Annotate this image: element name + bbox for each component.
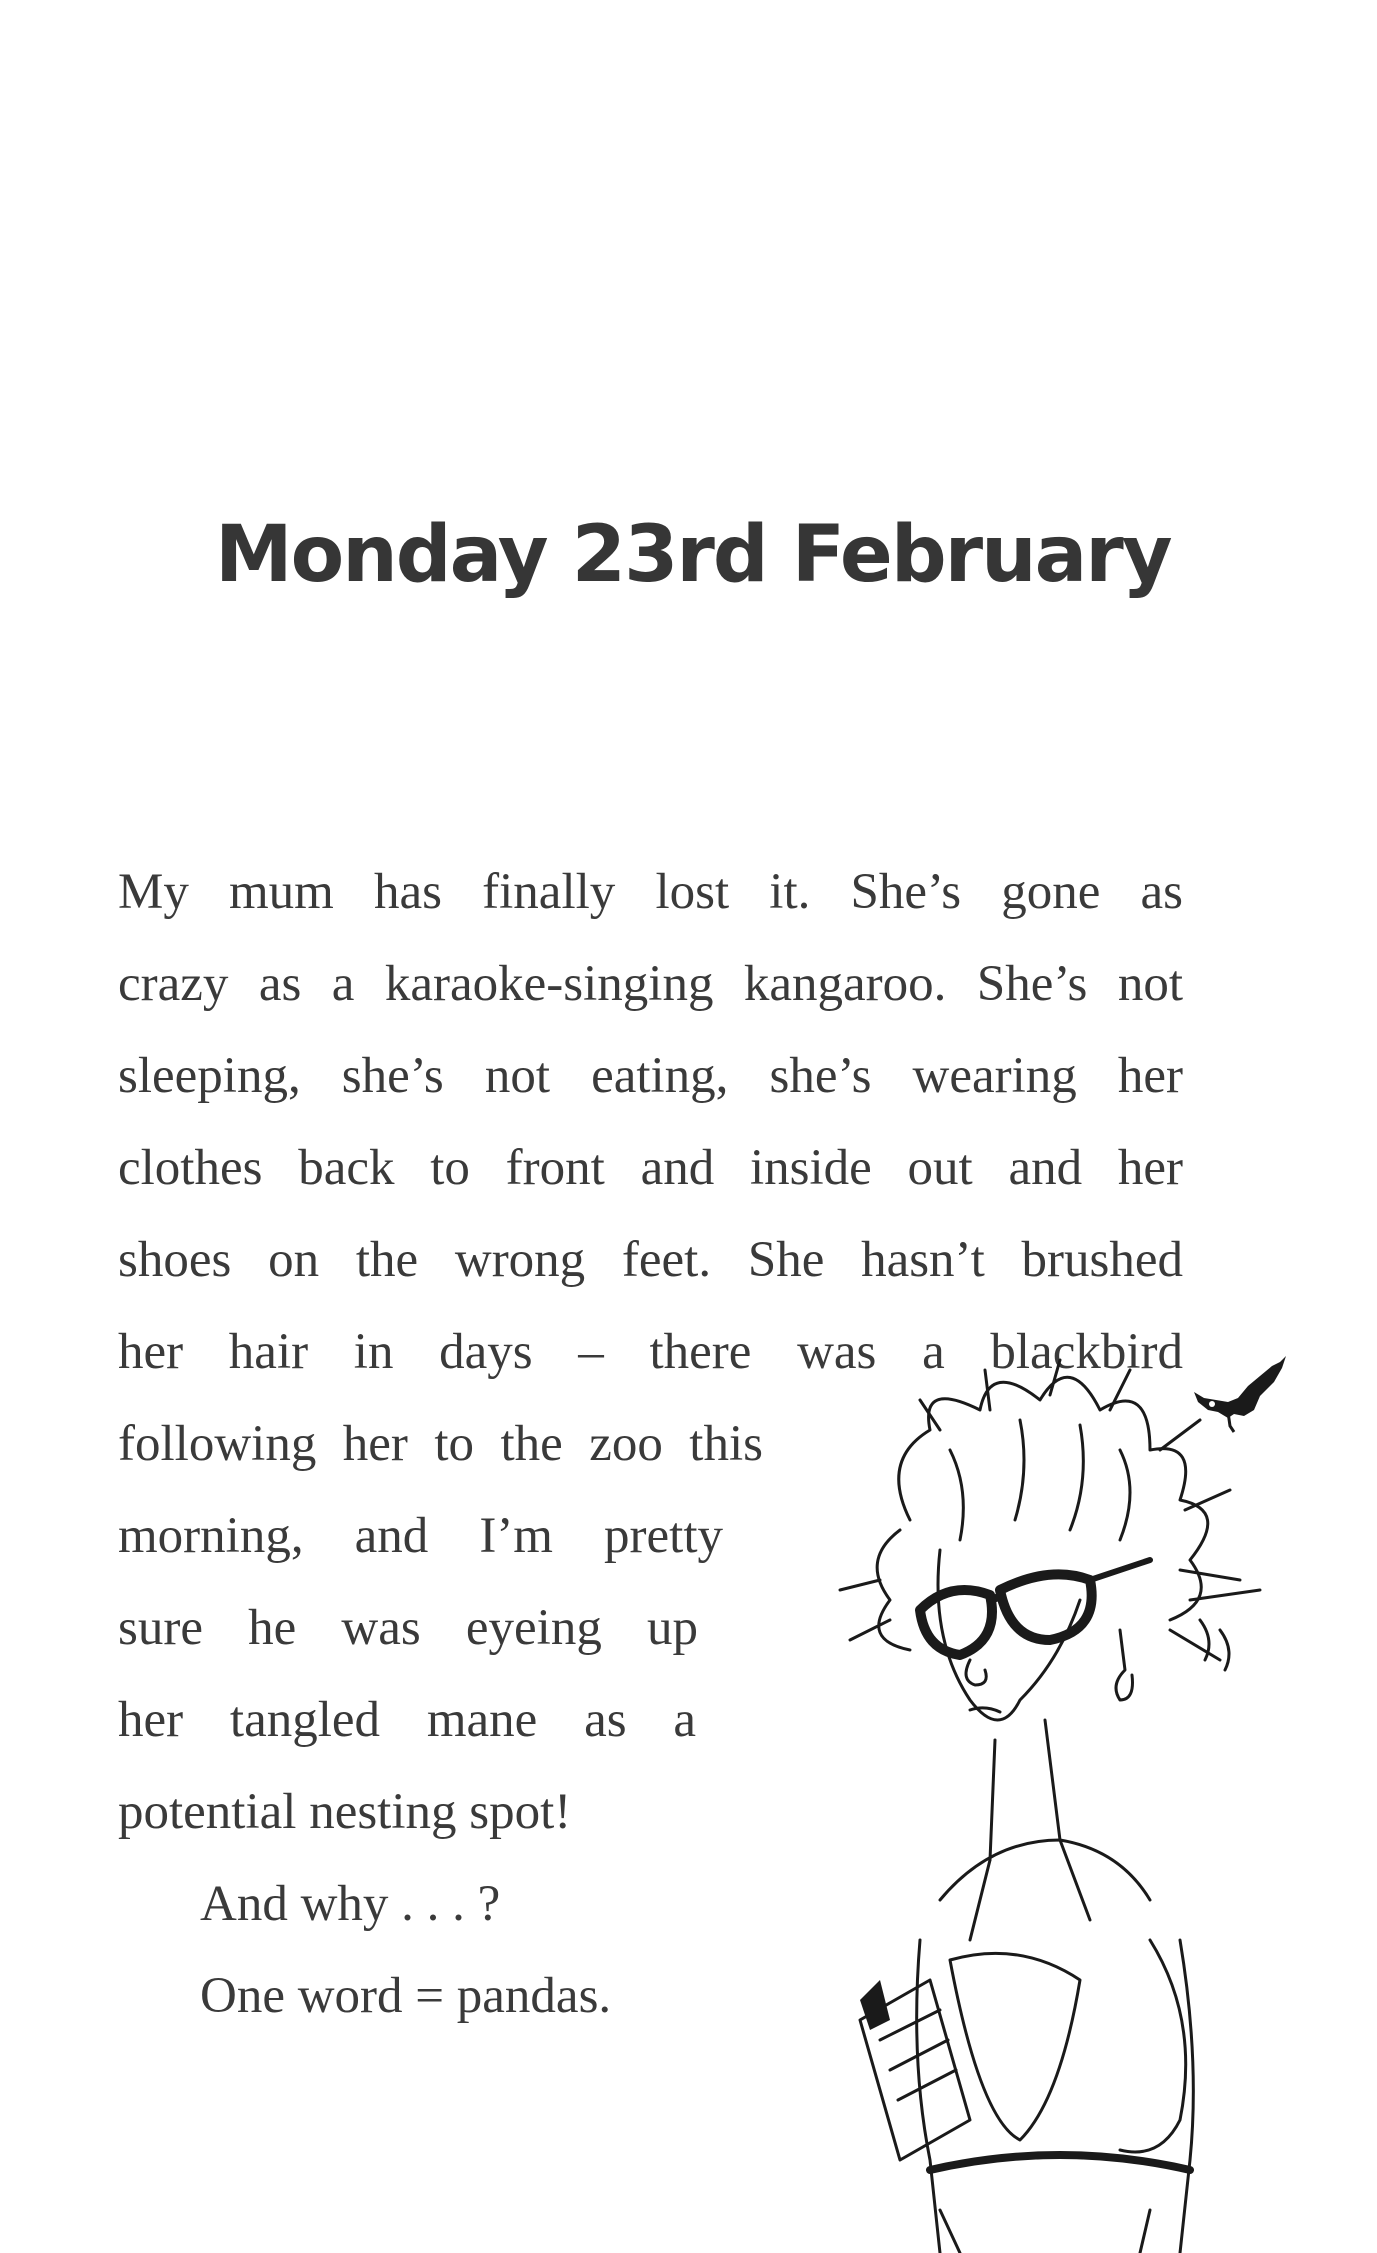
body-line: crazy as a karaoke-singing kangaroo. She’s not [118, 956, 1183, 1012]
diary-date-heading: Monday 23rd February [215, 510, 1171, 600]
body-line: her tangled mane as a [118, 1692, 696, 1748]
body-line: clothes back to front and inside out and her [118, 1140, 1183, 1196]
body-line: following her to the zoo this [118, 1416, 763, 1472]
body-line: One word = pandas. [200, 1968, 612, 2024]
body-line: potential nesting spot! [118, 1784, 572, 1840]
body-line: shoes on the wrong feet. She hasn’t brushed [118, 1232, 1183, 1288]
body-line: And why . . . ? [200, 1876, 501, 1932]
body-line: My mum has finally lost it. She’s gone as [118, 864, 1183, 920]
body-line: sleeping, she’s not eating, she’s wearing her [118, 1048, 1183, 1104]
body-line: morning, and I’m pretty [118, 1508, 723, 1564]
body-line: her hair in days – there was a blackbird [118, 1324, 1183, 1380]
mum-illustration [820, 1340, 1300, 2253]
body-line: sure he was eyeing up [118, 1600, 698, 1656]
